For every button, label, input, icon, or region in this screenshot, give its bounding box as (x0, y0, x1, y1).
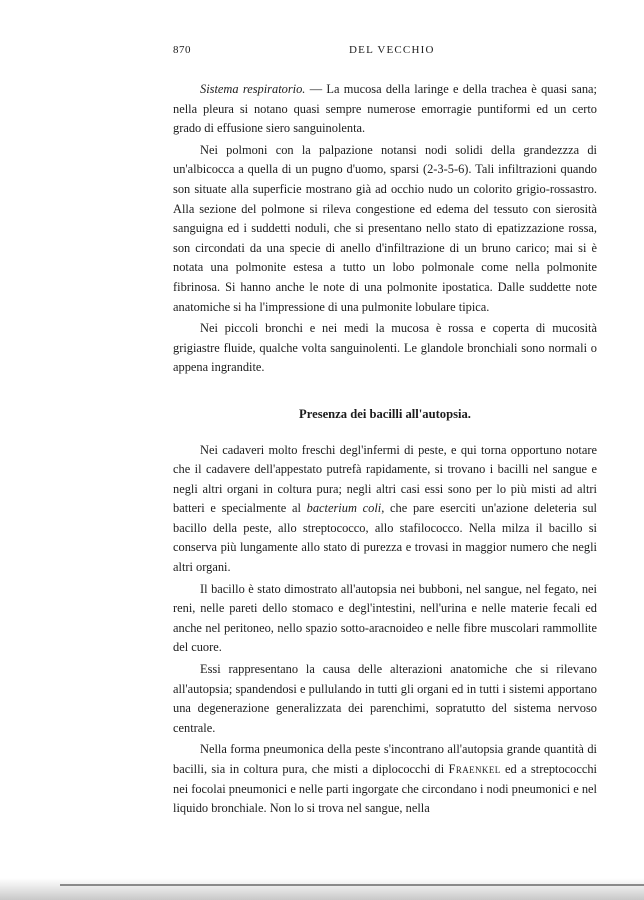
scan-bottom-edge (0, 878, 644, 900)
paragraph-bacillus-locations: Il bacillo è stato dimostrato all'autopsia nei bubboni, nel sangue, nel fegato, nei reni, nelle pareti dello stomaco e degl'intestini, nell'urina e nelle materie fecali ed anche nel peritoneo, nello spazio sotto-aracnoideo e nelle fibre muscolari rammollite del cuore. (173, 581, 597, 655)
page-header (173, 44, 597, 60)
paragraph-text: ed a streptococchi nei focolai pneumonici e nelle parti ingorgate che circondano i nodi pneumonici e nel liquido bronchiale. Non lo si trova nel sangue, nella (173, 762, 598, 816)
running-head: DEL VECCHIO (349, 44, 435, 56)
paragraph-lungs: Nei polmoni con la palpazione notansi nodi solidi della grandezzza di un'albicocca a quella di un pugno d'uomo, sparsi (2-3-5-6). Tali infiltrazioni quando son situate alla superficie mostrano già ad occhio nudo un colorito grigio-rossastro. Alla sezione del polmone si rileva congestione ed edema del tessuto con sierosità sanguigna ed i suddetti noduli, che si presentano nello stato di epatizzazione rossa, son circondati da una specie di anello d'infiltrazione di un bruno carico; mai si è notata una polmonite estesa a tutto un lobo polmonale come nella polmonite fibrinosa. Si hanno anche le note di una polmonite ipostatica. Dalle suddette note anatomiche si ha l'impressione di una pulmonite lobulare tipica. (173, 142, 597, 314)
body-text (173, 80, 597, 819)
author-name: Fraenkel (448, 762, 501, 776)
paragraph-anatomic-alterations: Essi rappresentano la causa delle alterazioni anatomiche che si rilevano all'autopsia; spandendosi e pullulando in tutti gli organi ed in tutti i sistemi apportano una degenerazione generalizzata dei parenchimi, sopratutto del sistema nervoso centrale. (173, 662, 597, 735)
paragraph-fresh-cadavers (173, 441, 597, 578)
italic-term: bacterium coli (306, 501, 382, 516)
paragraph-text: , che pare eserciti un'azione deleteria sul bacillo della peste, allo streptococco, allo stafilococco. Nella milza il bacillo si conserva più lungamente allo stato di purezza e trovasi in maggior numero che negli altri organi. (173, 501, 597, 575)
paragraph-text: — La mucosa della laringe e della trachea è quasi sana; nella pleura si notano quasi sempre numerose emorragie puntiformi ed un certo grado di effusione siero sanguinolenta. (173, 82, 597, 136)
paragraph-pneumonic-form (173, 740, 597, 818)
paragraph-text: Nella forma pneumonica della peste s'incontrano all'autopsia grande quantità di bacilli, sia in coltura pura, che misti a diplococchi di (173, 742, 597, 776)
section-lead: Sistema respiratorio. (200, 82, 306, 96)
page-number: 870 (173, 44, 191, 56)
scan-edge-line (60, 884, 644, 886)
paragraph-bronchi: Nei piccoli bronchi e nei medi la mucosa è rossa e coperta di mucosità grigiastre fluide, qualche volta sanguinolenti. Le glandole bronchiali sono normali o appena ingrandite. (173, 321, 597, 375)
paragraph-respiratory-system (173, 80, 597, 139)
section-heading: Presenza dei bacilli all'autopsia. (299, 406, 471, 421)
paragraph-text: Nei cadaveri molto freschi degl'infermi di peste, e qui torna opportuno notare che il cadavere dell'appestato putrefà rapidamente, si trovano i bacilli nel sangue e negli altri organi in coltura pura; negli altri casi essi sono per lo più misti ad altri batteri e specialmente al (173, 442, 597, 516)
